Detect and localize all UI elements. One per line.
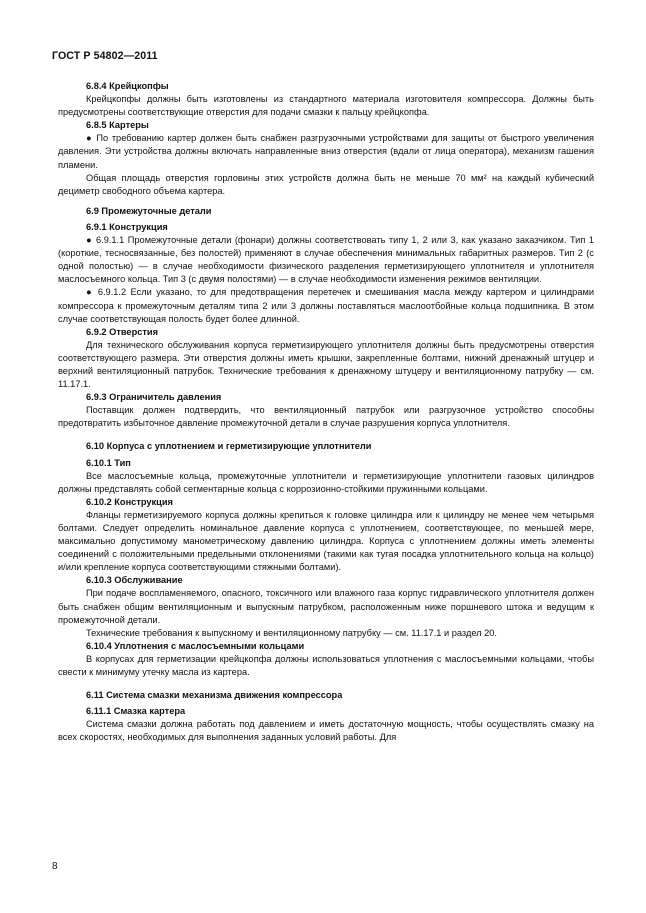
section-heading: 6.10 Корпуса с уплотнением и герметизирующие уплотнители <box>86 441 372 452</box>
page-number: 8 <box>52 861 58 872</box>
section-heading: 6.10.4 Уплотнения с маслосъемными кольцами <box>86 640 305 651</box>
paragraph: Все маслосъемные кольца, промежуточные уплотнители и герметизирующие уплотнители газовых цилиндров должны представлять собой сегментарные кольца с коррозионно-стойкими пружинными кольцами. <box>58 470 594 494</box>
paragraph: Общая площадь отверстия горловины этих устройств должна быть не меньше 70 мм² на каждый кубический дециметр свободного объема картера. <box>58 172 594 196</box>
paragraph: ● По требованию картер должен быть снабжен разгрузочными устройствами для защиты от быстрого увеличения давления. Эти устройства должны включать направленные вниз отверстия (вдали от лица оператора), механизм гашения пламени. <box>58 133 594 170</box>
paragraph: Система смазки должна работать под давлением и иметь достаточную мощность, чтобы осуществлять смазку на всех скоростях, необходимых для выполнения заданных условий работы. Для <box>58 719 594 743</box>
paragraph: ● 6.9.1.1 Промежуточные детали (фонари) должны соответствовать типу 1, 2 или 3, как указано заказчиком. Тип 1 (короткие, тесносвязанные, без полостей) применяют в случае обеспечения минимальных габаритных размеров. Тип 2 (с одной полостью) — в случае необходимости физического разделения герметизирующего уплотнителя и уплотнителя маслосъемного кольца. Тип 3 (с двумя полостями) — в случае необходимости изменения режимов вентиляции. <box>58 235 594 285</box>
section-heading: 6.11.1 Смазка картера <box>86 706 186 717</box>
section-heading: 6.9.3 Ограничитель давления <box>86 392 222 403</box>
paragraph: Фланцы герметизируемого корпуса должны крепиться к головке цилиндра или к цилиндру не менее чем четырьмя болтами. Следует определить номинальное давление корпуса с уплотнением, соответствующее, по меньшей мере, максимально допустимому манометрическому давлению цилиндра. Корпуса с уплотнением должны иметь элементы соединений с положительными предельными отклонениями (такими как тугая посадка уплотнительного кольца на кольцо) и/или крепление корпуса соответствующими стяжными болтами). <box>58 509 594 573</box>
section-heading: 6.10.1 Тип <box>86 457 131 468</box>
document-header: ГОСТ Р 54802—2011 <box>52 50 158 62</box>
section-heading: 6.9.1 Конструкция <box>86 221 168 232</box>
section-heading: 6.10.2 Конструкция <box>86 496 173 507</box>
document-body <box>58 80 594 745</box>
section-heading: 6.9.2 Отверстия <box>86 326 158 337</box>
section-heading: 6.8.5 Картеры <box>86 120 149 131</box>
paragraph: При подаче воспламеняемого, опасного, токсичного или влажного газа корпус гидравлического уплотнителя должен быть снабжен общим вентиляционным и выпускным патрубком, расположенным ниже поршневого штока и ведущим к промежуточной детали. <box>58 588 594 625</box>
section-heading: 6.10.3 Обслуживание <box>86 575 183 586</box>
paragraph: ● 6.9.1.2 Если указано, то для предотвращения перетечек и смешивания масла между картером и цилиндрами компрессора к промежуточным деталям типа 2 или 3 должны поставляться маслоотбойные кольца подшипника. В этом случае соответствующая полость будет более длинной. <box>58 287 594 324</box>
paragraph: Технические требования к выпускному и вентиляционному патрубку — см. 11.17.1 и раздел 20. <box>86 627 498 638</box>
section-heading: 6.9 Промежуточные детали <box>86 205 212 216</box>
paragraph: Крейцкопфы должны быть изготовлены из стандартного материала изготовителя компрессора. Должны быть предусмотрены соответствующие отверстия для подачи смазки к пальцу крейцкопфа. <box>58 94 594 118</box>
paragraph: Поставщик должен подтвердить, что вентиляционный патрубок или разгрузочное устройство способны предотвратить избыточное давление промежуточной детали в случае разрушения корпуса уплотнителя. <box>58 405 594 429</box>
section-heading: 6.11 Система смазки механизма движения компрессора <box>86 690 343 701</box>
section-heading: 6.8.4 Крейцкопфы <box>86 81 169 91</box>
paragraph: Для технического обслуживания корпуса герметизирующего уплотнителя должны быть предусмотрены отверстия соответствующего размера. Эти отверстия должны иметь крышки, закрепленные болтами, нижний дренажный штуцер и верхний вентиляционный патрубок. Технические требования к дренажному штуцеру и вентиляционному патрубку — см. 11.17.1. <box>58 339 594 390</box>
paragraph: В корпусах для герметизации крейцкопфа должны использоваться уплотнения с маслосъемными кольцами, чтобы свести к минимуму утечку масла из картера. <box>58 653 594 678</box>
